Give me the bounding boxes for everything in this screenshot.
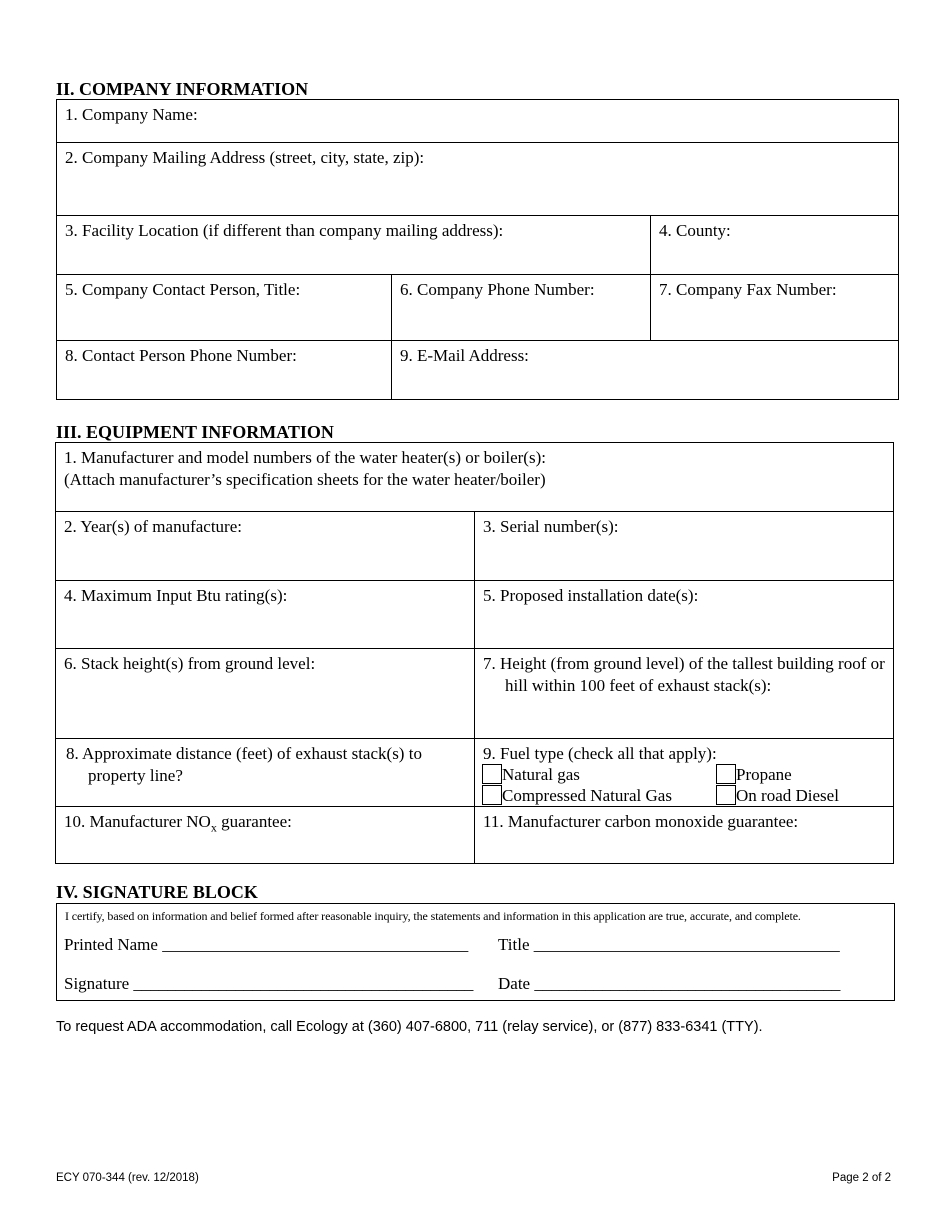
propane-checkbox[interactable] — [716, 764, 736, 784]
printed-name-line[interactable]: Printed Name ____________________________________ — [64, 935, 469, 954]
natural-gas-label: Natural gas — [502, 765, 580, 784]
fuel-propane-option[interactable] — [716, 764, 792, 786]
contact-person-field[interactable]: 5. Company Contact Person, Title: — [57, 274, 392, 341]
natural-gas-checkbox[interactable] — [482, 764, 502, 784]
nox-guarantee-label-post: guarantee: — [216, 812, 292, 831]
serial-number-field[interactable]: 3. Serial number(s): — [474, 511, 893, 580]
tallest-building-field[interactable]: 7. Height (from ground level) of the tallest building roof or hill within 100 feet of exhaust stack(s): — [474, 648, 893, 739]
email-field[interactable]: 9. E-Mail Address: — [391, 340, 898, 399]
company-info-table — [56, 99, 899, 400]
propane-label: Propane — [736, 765, 792, 784]
nox-guarantee-field[interactable] — [56, 806, 476, 863]
cng-checkbox[interactable] — [482, 785, 502, 805]
page-number: Page 2 of 2 — [832, 1172, 891, 1184]
equipment-section-heading: III. EQUIPMENT INFORMATION — [56, 422, 334, 442]
manufacturer-model-label: 1. Manufacturer and model numbers of the water heater(s) or boiler(s): — [64, 448, 546, 467]
fuel-diesel-option[interactable] — [716, 785, 839, 807]
manufacturer-model-field[interactable] — [56, 443, 893, 512]
certification-statement: I certify, based on information and belief formed after reasonable inquiry, the statements and information in this application are true, accurate, and complete. — [65, 909, 801, 923]
signature-section-heading: IV. SIGNATURE BLOCK — [56, 882, 258, 902]
company-phone-field[interactable]: 6. Company Phone Number: — [391, 274, 651, 341]
facility-location-field[interactable]: 3. Facility Location (if different than company mailing address): — [57, 215, 651, 275]
company-fax-field[interactable]: 7. Company Fax Number: — [650, 274, 898, 341]
county-field[interactable]: 4. County: — [650, 215, 898, 275]
nox-subscript: x — [210, 820, 217, 835]
diesel-checkbox[interactable] — [716, 785, 736, 805]
fuel-natural-gas-option[interactable] — [482, 764, 580, 786]
stack-height-field[interactable]: 6. Stack height(s) from ground level: — [56, 648, 476, 739]
mailing-address-field[interactable]: 2. Company Mailing Address (street, city, state, zip): — [57, 142, 898, 216]
contact-phone-field[interactable]: 8. Contact Person Phone Number: — [57, 340, 392, 399]
fuel-type-label: 9. Fuel type (check all that apply): — [483, 744, 717, 763]
equipment-info-table — [55, 442, 894, 864]
company-name-field[interactable]: 1. Company Name: — [65, 105, 198, 124]
year-manufacture-field[interactable]: 2. Year(s) of manufacture: — [56, 511, 476, 580]
fuel-cng-option[interactable] — [482, 785, 672, 807]
manufacturer-spec-note: (Attach manufacturer’s specification sheets for the water heater/boiler) — [64, 470, 546, 489]
installation-date-field[interactable]: 5. Proposed installation date(s): — [474, 580, 893, 649]
btu-rating-field[interactable]: 4. Maximum Input Btu rating(s): — [56, 580, 476, 649]
date-line[interactable]: Date ____________________________________ — [498, 974, 841, 993]
diesel-label: On road Diesel — [736, 786, 839, 805]
cng-label: Compressed Natural Gas — [502, 786, 672, 805]
company-section-heading: II. COMPANY INFORMATION — [56, 79, 309, 99]
nox-guarantee-label-pre: 10. Manufacturer NO — [64, 812, 211, 831]
ada-accommodation-note: To request ADA accommodation, call Ecology at (360) 407-6800, 711 (relay service), or (877) 833-6341 (TTY). — [56, 1019, 763, 1035]
co-guarantee-field[interactable]: 11. Manufacturer carbon monoxide guarantee: — [474, 806, 893, 863]
property-line-distance-field[interactable]: 8. Approximate distance (feet) of exhaust stack(s) to property line? — [56, 738, 476, 807]
title-line[interactable]: Title ____________________________________ — [498, 935, 840, 954]
form-id: ECY 070-344 (rev. 12/2018) — [56, 1172, 199, 1184]
signature-line[interactable]: Signature ________________________________________ — [64, 974, 474, 993]
